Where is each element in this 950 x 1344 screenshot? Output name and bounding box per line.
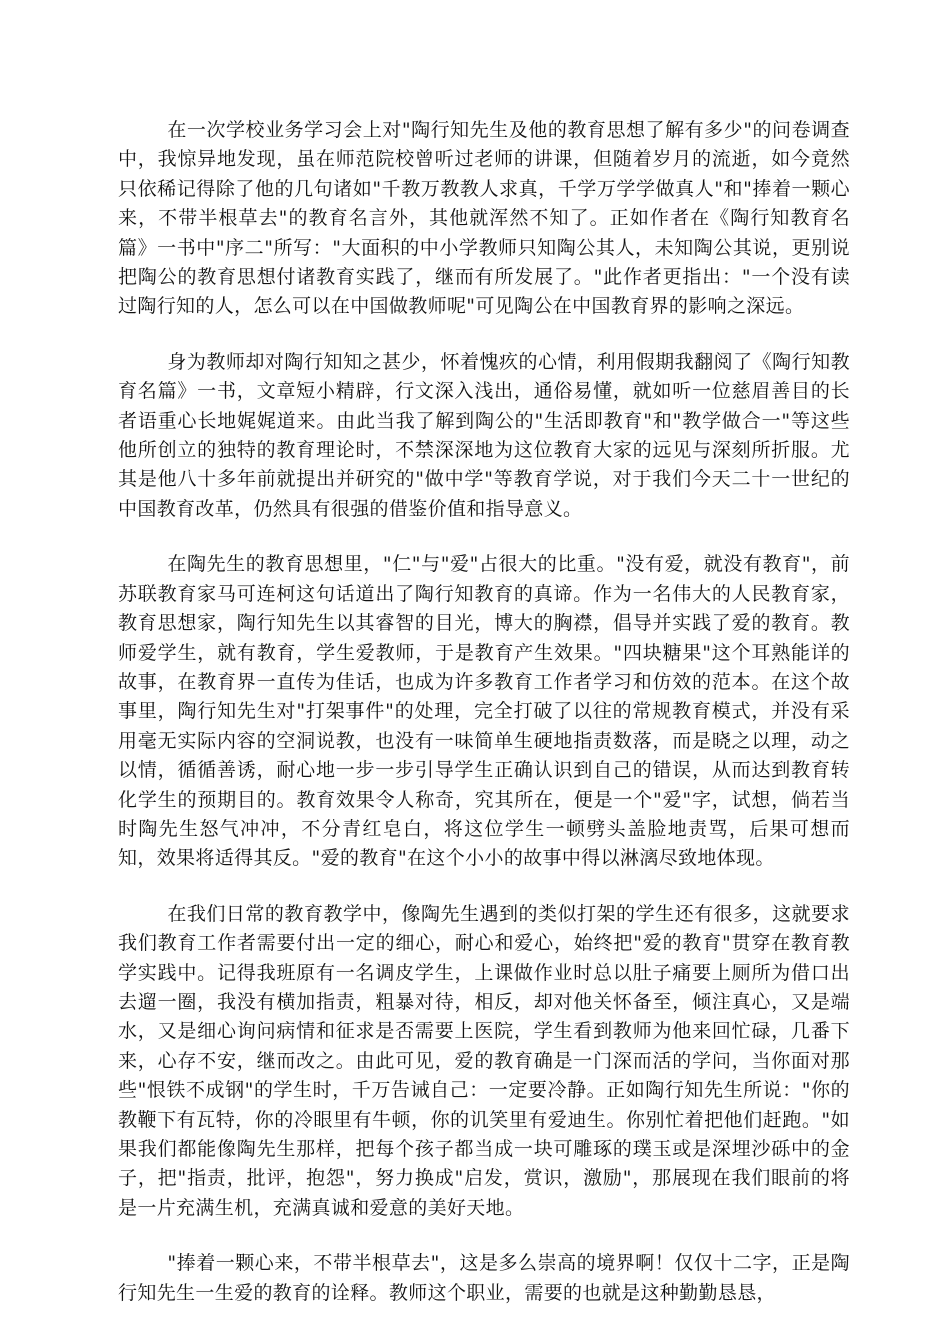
document-body xyxy=(118,116,850,1308)
paragraph-2: 身为教师却对陶行知知之甚少，怀着愧疚的心情，利用假期我翻阅了《陶行知教育名篇》一书，文章短小精辟，行文深入浅出，通俗易懂，就如听一位慈眉善目的长者语重心长地娓娓道来。由此当我了解到陶公的"生活即教育"和"教学做合一"等这些他所创立的独特的教育理论时，不禁深深地为这位教育大家的远见与深刻所折服。尤其是他八十多年前就提出并研究的"做中学"等教育学说，对于我们今天二十一世纪的中国教育改革，仍然具有很强的借鉴价值和指导意义。 xyxy=(118,350,850,520)
paragraph-5: "捧着一颗心来，不带半根草去"，这是多么崇高的境界啊！仅仅十二字，正是陶行知先生一生爱的教育的诠释。教师这个职业，需要的也就是这种勤勤恳恳， xyxy=(118,1252,850,1304)
paragraph-4: 在我们日常的教育教学中，像陶先生遇到的类似打架的学生还有很多，这就要求我们教育工作者需要付出一定的细心，耐心和爱心，始终把"爱的教育"贯穿在教育教学实践中。记得我班原有一名调皮学生，上课做作业时总以肚子痛要上厕所为借口出去遛一圈，我没有横加指责，粗暴对待，相反，却对他关怀备至，倾注真心，又是端水，又是细心询问病情和征求是否需要上医院，学生看到教师为他来回忙碌，几番下来，心存不安，继而改之。由此可见，爱的教育确是一门深而活的学问，当你面对那些"恨铁不成钢"的学生时，千万告诫自己：一定要冷静。正如陶行知先生所说："你的教鞭下有瓦特，你的冷眼里有牛顿，你的讥笑里有爱迪生。你别忙着把他们赶跑。"如果我们都能像陶先生那样，把每个孩子都当成一块可雕琢的璞玉或是深埋沙砾中的金子，把"指责，批评，抱怨"，努力换成"启发，赏识，激励"，那展现在我们眼前的将是一片充满生机，充满真诚和爱意的美好天地。 xyxy=(118,902,850,1219)
paragraph-1: 在一次学校业务学习会上对"陶行知先生及他的教育思想了解有多少"的问卷调查中，我惊异地发现，虽在师范院校曾听过老师的讲课，但随着岁月的流逝，如今竟然只依稀记得除了他的几句诸如"千教万教教人求真，千学万学学做真人"和"捧着一颗心来，不带半根草去"的教育名言外，其他就浑然不知了。正如作者在《陶行知教育名篇》一书中"序二"所写："大面积的中小学教师只知陶公其人，未知陶公其说，更别说把陶公的教育思想付诸教育实践了，继而有所发展了。"此作者更指出："一个没有读过陶行知的人，怎么可以在中国做教师呢"可见陶公在中国教育界的影响之深远。 xyxy=(118,119,850,318)
paragraph-3: 在陶先生的教育思想里，"仁"与"爱"占很大的比重。"没有爱，就没有教育"，前苏联教育家马可连柯这句话道出了陶行知教育的真谛。作为一名伟大的人民教育家，教育思想家，陶行知先生以其睿智的目光，博大的胸襟，倡导并实践了爱的教育。教师爱学生，就有教育，学生爱教师，于是教育产生效果。"四块糖果"这个耳熟能详的故事，在教育界一直传为佳话，也成为许多教育工作者学习和仿效的范本。在这个故事里，陶行知先生对"打架事件"的处理，完全打破了以往的常规教育模式，并没有采用毫无实际内容的空洞说教，也没有一味简单生硬地指责数落，而是晓之以理，动之以情，循循善诱，耐心地一步一步引导学生正确认识到自己的错误，从而达到教育转化学生的预期目的。教育效果令人称奇，究其所在，便是一个"爱"字，试想，倘若当时陶先生怒气冲冲，不分青红皂白，将这位学生一顿劈头盖脸地责骂，后果可想而知，效果将适得其反。"爱的教育"在这个小小的故事中得以淋漓尽致地体现。 xyxy=(118,553,850,870)
